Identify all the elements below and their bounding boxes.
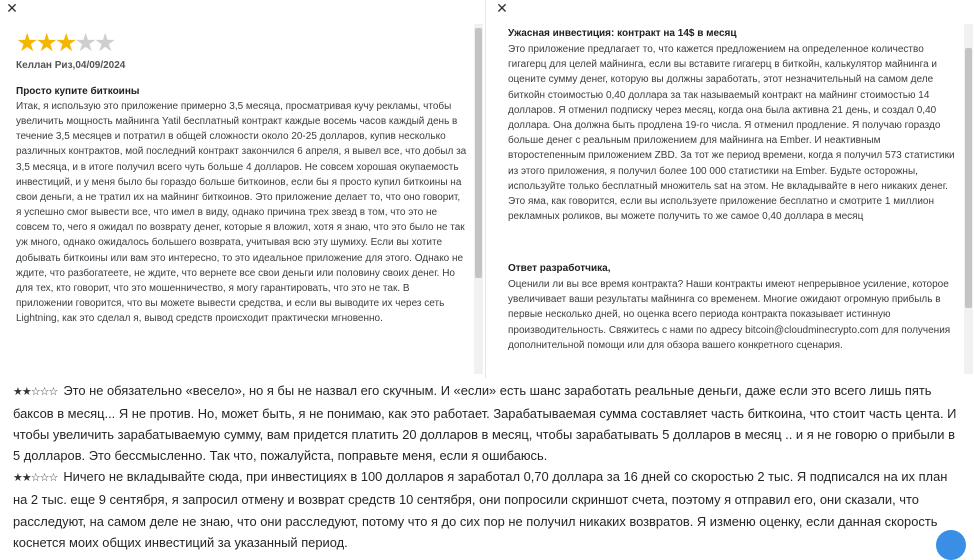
- floating-action-button[interactable]: [936, 530, 966, 560]
- star-rating: [16, 29, 117, 57]
- right-review-panel: [490, 0, 974, 378]
- developer-response-heading: [508, 263, 610, 274]
- review-author-date: Келлан Риз,04/09/2024: [16, 60, 126, 71]
- comment-rating: ★★☆☆☆: [13, 386, 58, 398]
- developer-response-label: Ответ разработчика: [508, 263, 608, 274]
- star-filled-icon: ★: [55, 29, 78, 57]
- review-body: Итак, я использую это приложение примерно 3,5 месяца, просматривая кучу рекламы, чтобы увеличить мощность майнинга Yatil бесплатный контракт каждые восемь часов каждый день в течение 3,5 месяцев и потратил в общей сложности около 20-25 долларов, купив несколько различных контрактов, мой последний контракт закончился 6 апреля, я вывел все, что добыл за 3,5 месяца, и в итоге получил всего чуть больше 4 долларов. Не совсем хорошая окупаемость инвестиций, и у меня было бы гораздо больше биткоинов, если бы я просто купил биткоины на свои деньги, а не тратил их на майнинг биткоинов. Это приложение делает то, что оно говорит, я успешно смог вывести все, что имел в виду, однако причина трех звезд в том, что это не совсем то, чего я ожидал по возврату денег, которые я вложил, хотя я знаю, что это было не так уж много, однако ожидалось большего возврата, учитывая всю эту шумиху. Если вы хотите добывать биткоины или вам это интересно, то это идеальное приложение для этого. Однако не ждите, что разбогатеете, не ждите, что вернете все свои деньги или половину своих денег. Но для тех, кто говорит, что это мошенничество, я могу гарантировать, что это не так. В приложении говорится, что вы можете вывести средства, и если вы выводите их через сеть Lightning, как это сделал я, вывод средств происходит практически мгновенно.: [16, 101, 467, 325]
- comment-item: [13, 466, 965, 552]
- close-icon[interactable]: ✕: [6, 0, 18, 16]
- scrollbar-thumb[interactable]: [475, 28, 482, 278]
- comment-text: Ничего не вкладывайте сюда, при инвестициях в 100 долларов я заработал 0,70 доллара за 16 дней со скоростью 2 тыс. Я подписался на их план на 2 тыс. еще 9 сентября, я запросил отмену и возврат средств 10 сентября, они попросили скриншот счета, поэтому я отправил его, они сказали, что расследуют, на самом деле не знаю, что они расследуют, потому что я до сих пор не получил никаких возвратов. Я изменю оценку, если данная скорость коснется моих общих инвестиций за указанный период.: [13, 469, 948, 550]
- star-filled-icon: ★: [35, 29, 58, 57]
- close-icon[interactable]: ✕: [496, 0, 508, 16]
- star-empty-icon: ★: [94, 29, 117, 57]
- comment-rating: ★★☆☆☆: [13, 472, 58, 485]
- star-empty-icon: ★: [74, 29, 97, 57]
- scrollbar[interactable]: [964, 24, 973, 374]
- left-review-panel: [0, 0, 486, 378]
- scrollbar[interactable]: [474, 24, 483, 374]
- developer-response-body: Оценили ли вы все время контракта? Наши контракты имеют непрерывное усиление, которое увеличивает ваши результаты майнинга со временем. Многие ожидают огромную прибыль в первые несколько дней, но оценка всего периода контракта показывает истинную производительность. Свяжитесь с нами по адресу bitcoin@cloudminecrypto.com для получения дополнительной помощи или для обзора вашего конкретного сценария.: [508, 279, 951, 351]
- scrollbar-thumb[interactable]: [965, 48, 972, 308]
- comment-text: Это не обязательно «весело», но я бы не назвал его скучным. И «если» есть шанс заработать реальные деньги, даже если это всего лишь пять баксов в месяц... Я не против. Но, может быть, я не понимаю, как это работает. Зарабатываемая сумма составляет часть биткоина, что стоит часть цента. И чтобы увеличить зарабатываемую сумму, вам придется платить 20 долларов в месяц, чтобы зарабатывать 5 долларов в месяц .. и я не говорю о прибыли в 5 долларов. Это бессмысленно. Так что, пожалуйста, поправьте меня, если я ошибаюсь.: [13, 383, 957, 464]
- review-title: Ужасная инвестиция: контракт на 14$ в месяц: [508, 28, 737, 39]
- review-body: Это приложение предлагает то, что кажется предложением на определенное количество гигагерц для целей майнинга, если вы вставите гигагерц в биткойн, калькулятор майнинга и оцените сумму денег, которую вы должны заработать, этот незначительный на самом деле биткойн стоимостью 0,40 доллара за так называемый контракт на майнинг стоимостью 14 долларов. Я отменил подписку через месяц, когда она была активна 21 день, и создал 0,40 доллара. Она должна быть продлена 19-го числа. Я отменил продление. Я получаю гораздо больше денег с реальным приложением для майнинга на Ember. И неактивным второстепенным приложением ZBD. За тот же период времени, когда я получил 573 статистики из этого приложения, я получил более 100 000 статистики на Ember. Будьте осторожны, используйте только бесплатный множитель sat на этом. Не вкладывайте в него никаких денег. Это яма, как говорится, если вы используете приложение бесплатно и смотрите 1 миллион рекламных роликов, вы можете получить то же самое 0,40 доллара в месяц: [508, 44, 955, 223]
- comment-item: [13, 380, 965, 466]
- review-title: Просто купите биткоины: [16, 86, 140, 97]
- developer-response-separator: ,: [607, 263, 611, 274]
- star-filled-icon: ★: [16, 29, 39, 57]
- comment-list: [13, 380, 965, 553]
